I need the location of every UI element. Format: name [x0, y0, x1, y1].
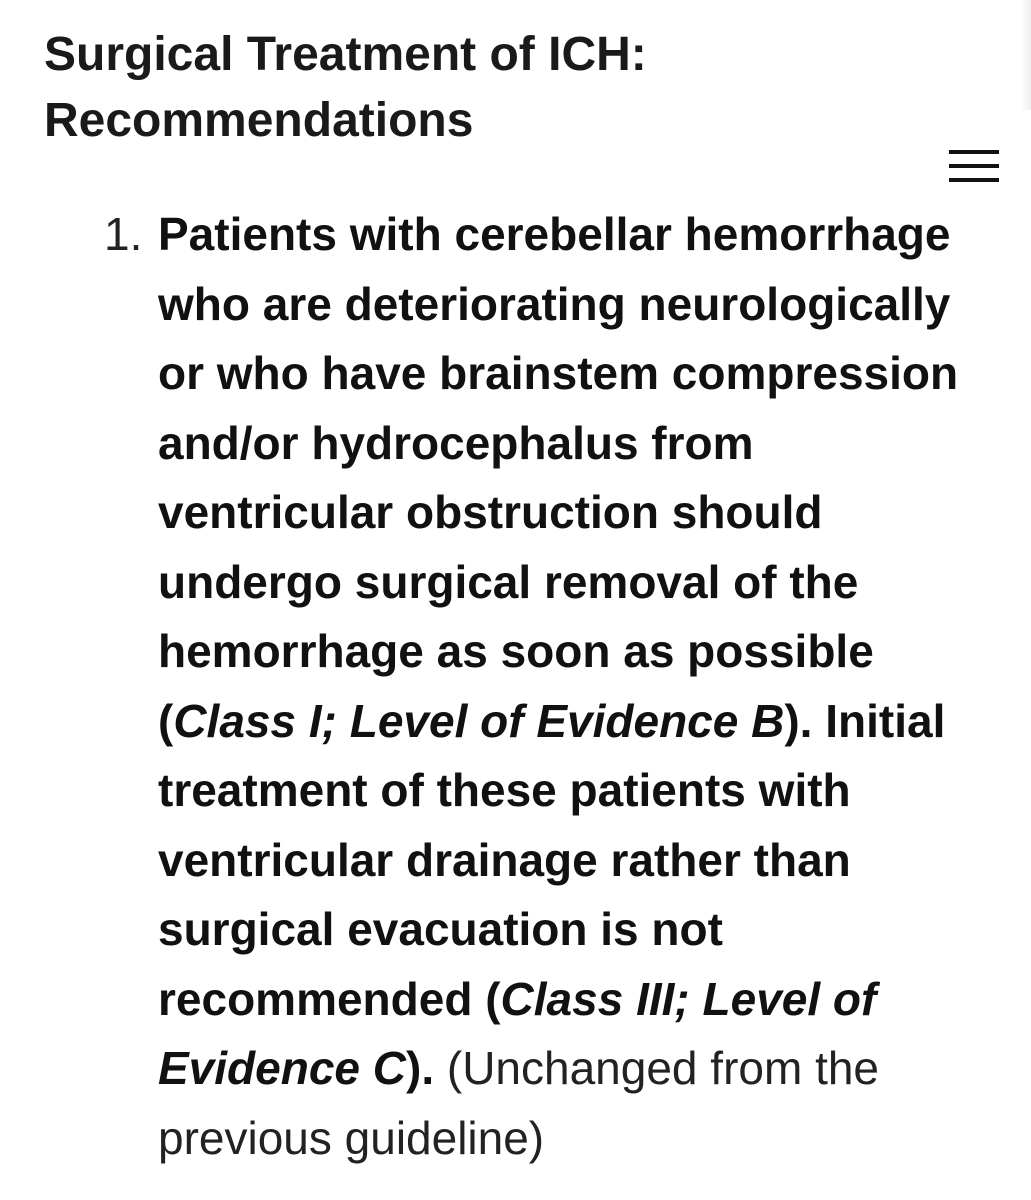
evidence-level-2: Class III; Level of Evidence C [158, 972, 877, 1094]
evidence-level-1: Class I; Level of Evidence B [173, 694, 785, 747]
recommendation-number: 1. [104, 208, 143, 260]
hamburger-menu-icon [946, 147, 1002, 185]
guideline-note: (Unchanged from the previous guideline) [158, 1042, 880, 1164]
open-paren: ( [158, 694, 174, 747]
scroll-edge [1021, 0, 1031, 110]
page-title-line1: Surgical Treatment of ICH: [44, 28, 647, 81]
close-paren: ). [406, 1042, 435, 1094]
menu-button[interactable] [946, 147, 1002, 185]
recommendation-item [104, 200, 1004, 1173]
recommendation-text [158, 200, 988, 1173]
open-paren: ( [485, 972, 501, 1025]
recommendation-statement: Patients with cerebellar hemorrhage who are deteriorating neurologically or who have brainstem compression and/or hydrocephalus from ventricular obstruction should undergo surgical removal of the hemorrhage as soon as possible [158, 208, 959, 677]
page-title-line2: Recommendations [44, 94, 474, 147]
recommendation-statement-2: ). Initial treatment of these patients with ventricular drainage rather than surgical evacuation is not recommended [158, 694, 946, 1025]
page-title [44, 22, 944, 154]
recommendation-list [104, 200, 1004, 1173]
